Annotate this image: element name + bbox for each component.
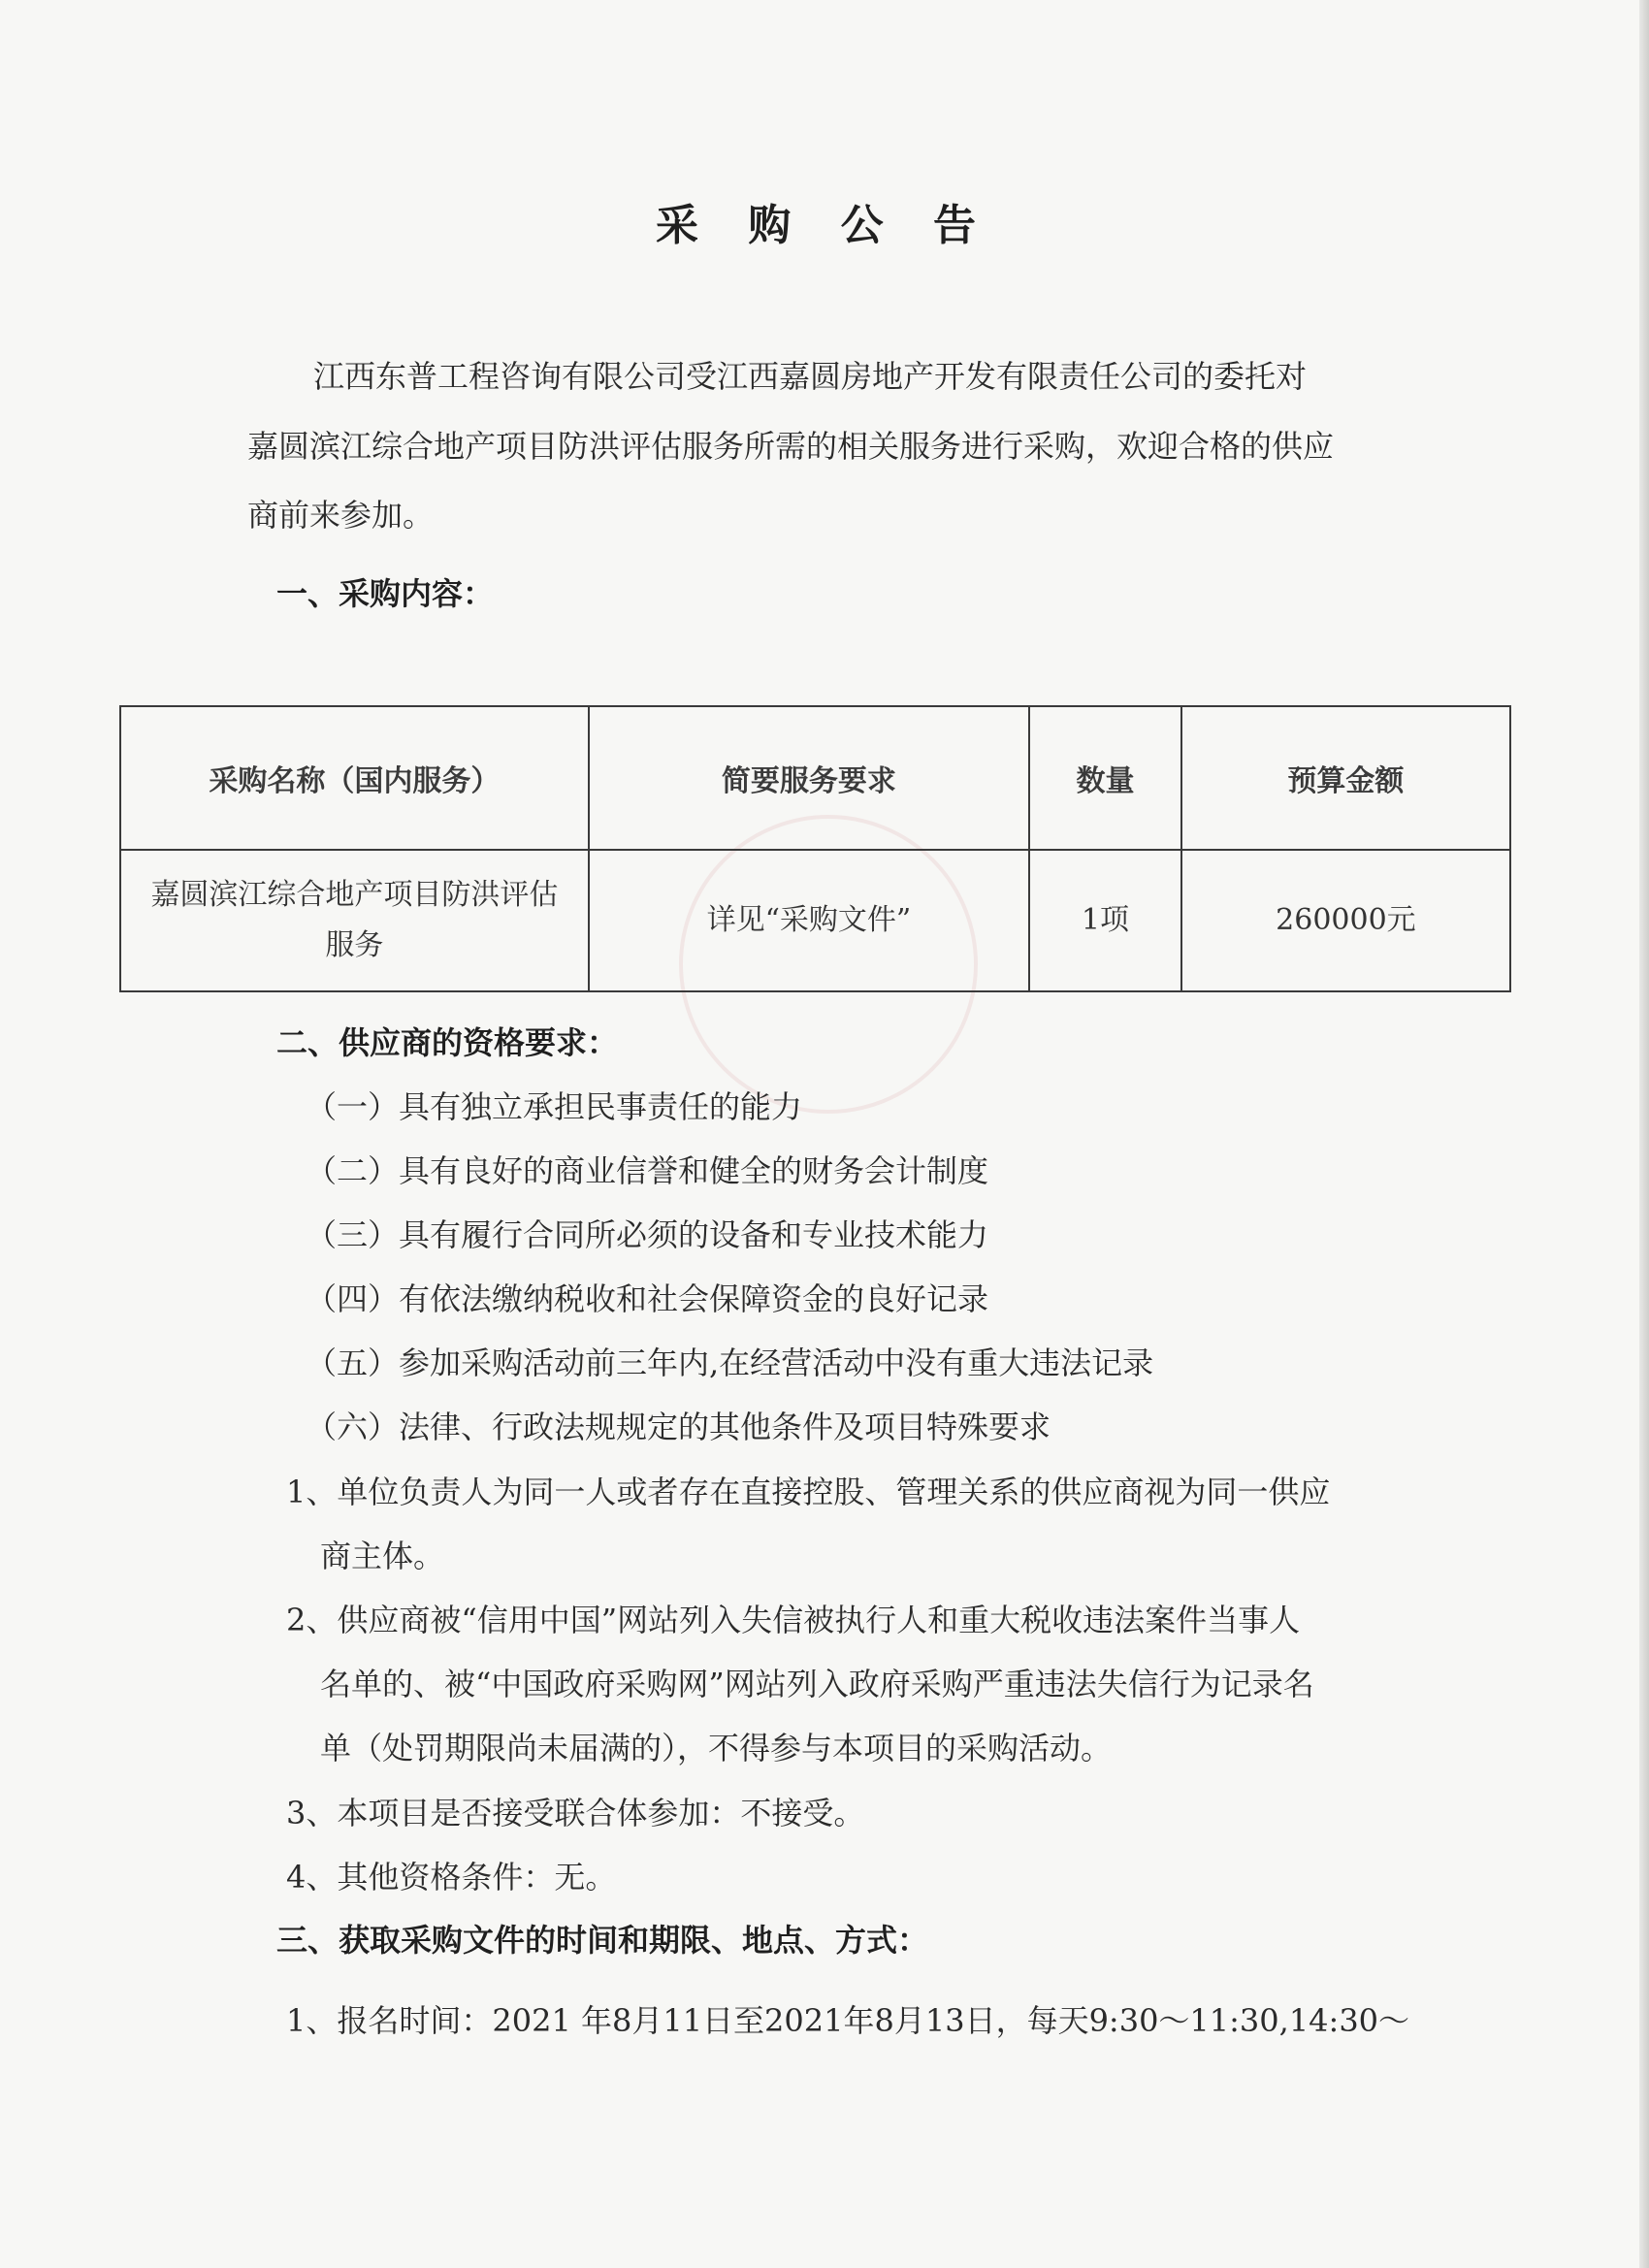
cell-name-line1: 嘉圆滨江综合地产项目防洪评估 xyxy=(150,878,559,912)
item-2-line-1: 2、供应商被“信用中国”网站列入失信被执行人和重大税收违法案件当事人 xyxy=(286,1602,1301,1638)
cell-name xyxy=(120,850,589,991)
item-2-line-3: 单（处罚期限尚未届满的），不得参与本项目的采购活动。 xyxy=(320,1730,1113,1766)
cell-quantity: 1项 xyxy=(1029,850,1181,991)
signup-time-line: 1、报名时间：2021 年8月11日至2021年8月13日，每天9:30～11:30,14:30～ xyxy=(286,2002,1410,2039)
section2-heading: 二、供应商的资格要求： xyxy=(276,1024,619,1061)
header-name: 采购名称（国内服务） xyxy=(120,706,589,850)
header-requirement: 简要服务要求 xyxy=(589,706,1029,850)
requirement-2: （二）具有良好的商业信誉和健全的财务会计制度 xyxy=(306,1152,989,1189)
header-budget: 预算金额 xyxy=(1181,706,1510,850)
section3-heading: 三、获取采购文件的时间和期限、地点、方式： xyxy=(276,1922,929,1959)
cell-name-line2: 服务 xyxy=(325,928,384,962)
item-2-line-2: 名单的、被“中国政府采购网”网站列入政府采购严重违法失信行为记录名 xyxy=(320,1666,1314,1702)
cell-budget: 260000元 xyxy=(1181,850,1510,991)
item-3: 3、本项目是否接受联合体参加：不接受。 xyxy=(286,1795,865,1831)
requirement-3: （三）具有履行合同所必须的设备和专业技术能力 xyxy=(306,1216,989,1253)
item-1-line-2: 商主体。 xyxy=(320,1538,445,1574)
section1-heading: 一、采购内容： xyxy=(276,575,495,612)
page-title: 采 购 公 告 xyxy=(656,201,993,250)
table-header-row xyxy=(120,706,1510,850)
cell-requirement: 详见“采购文件” xyxy=(589,850,1029,991)
intro-line-3: 商前来参加。 xyxy=(247,497,435,534)
item-1-line-1: 1、单位负责人为同一人或者存在直接控股、管理关系的供应商视为同一供应 xyxy=(286,1474,1331,1510)
intro-line-2: 嘉圆滨江综合地产项目防洪评估服务所需的相关服务进行采购，欢迎合格的供应 xyxy=(247,428,1335,465)
requirement-1: （一）具有独立承担民事责任的能力 xyxy=(306,1088,803,1125)
header-quantity: 数量 xyxy=(1029,706,1181,850)
item-4: 4、其他资格条件：无。 xyxy=(286,1859,617,1895)
requirement-5: （五）参加采购活动前三年内,在经营活动中没有重大违法记录 xyxy=(306,1345,1154,1381)
scan-edge xyxy=(1639,0,1649,2268)
procurement-table xyxy=(119,705,1511,992)
table-row xyxy=(120,850,1510,991)
intro-line-1: 江西东普工程咨询有限公司受江西嘉圆房地产开发有限责任公司的委托对 xyxy=(313,358,1308,395)
requirement-4: （四）有依法缴纳税收和社会保障资金的良好记录 xyxy=(306,1280,989,1317)
requirement-6: （六）法律、行政法规规定的其他条件及项目特殊要求 xyxy=(306,1409,1051,1445)
